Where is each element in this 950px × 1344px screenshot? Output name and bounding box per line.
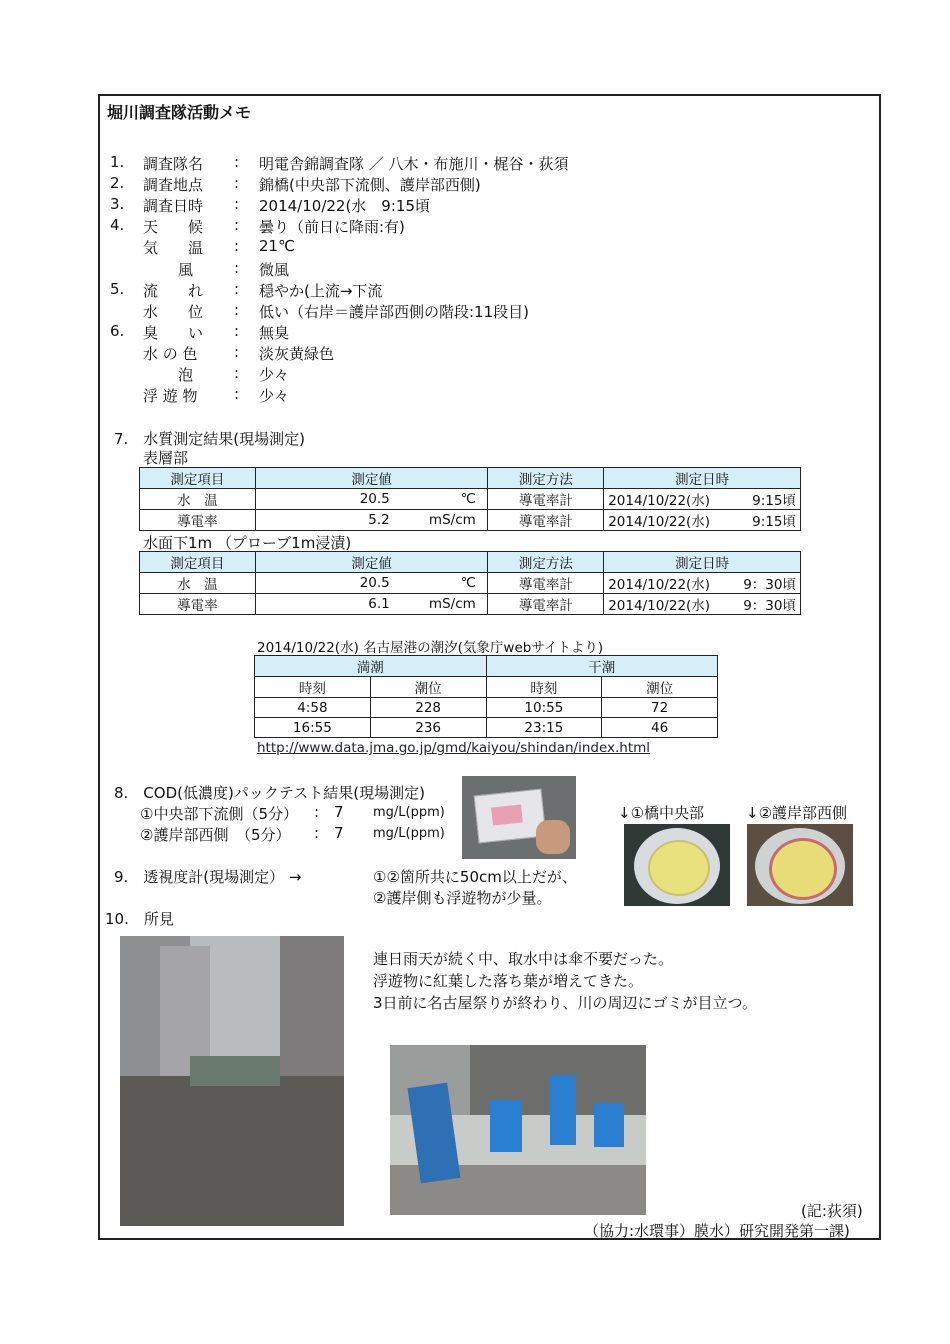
person-1 xyxy=(490,1100,522,1152)
table-header xyxy=(255,656,718,677)
table-row xyxy=(255,677,718,698)
cod-unit: mg/L(ppm) xyxy=(373,826,445,841)
sample1-disk xyxy=(648,840,710,896)
item-colon: : xyxy=(234,216,240,234)
cell-low-time: 10:55 xyxy=(486,698,602,718)
cell-low-level: 46 xyxy=(602,718,718,738)
cooperation-note: （協力:水環事）膜水）研究開発第一課) xyxy=(584,1222,850,1240)
cell-date xyxy=(604,573,801,594)
header-item: 測定項目 xyxy=(140,468,256,489)
item-label: 泡 xyxy=(178,366,194,384)
item-value: 低い（右岸＝護岸部西側の階段:11段目) xyxy=(259,303,529,321)
time-text: 9：30頃 xyxy=(743,598,796,614)
item-label: 調査隊名 xyxy=(143,155,204,173)
table-row xyxy=(255,718,718,738)
item-value: 穏やか(上流→下流 xyxy=(259,282,383,300)
item-value: 少々 xyxy=(259,366,290,384)
time-text: 9:15頃 xyxy=(752,493,796,509)
river-water xyxy=(120,1076,344,1226)
person-2 xyxy=(550,1075,576,1145)
header-high-tide: 満潮 xyxy=(255,656,487,677)
table-row xyxy=(140,510,801,531)
item-label: 気 温 xyxy=(143,239,204,257)
sample2-photo xyxy=(747,824,853,906)
item-label: 風 xyxy=(178,261,194,279)
item-colon: : xyxy=(234,237,240,255)
item-value: 微風 xyxy=(259,261,290,279)
cell-date xyxy=(604,510,801,531)
sample2-disk xyxy=(769,838,837,900)
time-text: 9：30頃 xyxy=(743,577,796,593)
item-value: 無臭 xyxy=(259,324,290,342)
header-time: 時刻 xyxy=(486,677,602,698)
item-colon: : xyxy=(234,301,240,319)
item-colon: : xyxy=(234,195,240,213)
cell-date xyxy=(604,594,801,615)
author-note: (記:荻須) xyxy=(801,1202,863,1220)
sample1-photo xyxy=(624,824,730,906)
cell-value xyxy=(255,510,488,531)
person-3 xyxy=(594,1103,624,1147)
value-unit: mS/cm xyxy=(428,512,476,528)
item-label: 調査地点 xyxy=(143,176,204,194)
table-row xyxy=(140,573,801,594)
date-text: 2014/10/22(水) xyxy=(608,598,711,614)
item-number: 6. xyxy=(110,322,125,340)
item-colon: : xyxy=(234,343,240,361)
cell-value xyxy=(255,573,488,594)
cell-method: 導電率計 xyxy=(488,594,604,615)
header-item: 測定項目 xyxy=(140,552,256,573)
cell-value xyxy=(255,594,488,615)
cell-high-time: 4:58 xyxy=(255,698,371,718)
cell-high-level: 236 xyxy=(370,718,486,738)
header-level: 潮位 xyxy=(602,677,718,698)
item-colon: : xyxy=(234,385,240,403)
item-label: 臭 い xyxy=(143,324,204,342)
item-label: 浮 遊 物 xyxy=(143,387,198,405)
clarity-note-1: ①②箇所共に50cm以上だが、 xyxy=(373,868,577,886)
value-unit: ℃ xyxy=(460,491,476,507)
cell-method: 導電率計 xyxy=(488,573,604,594)
section8-heading: 8. COD(低濃度)パックテスト結果(現場測定) xyxy=(114,784,425,802)
header-level: 潮位 xyxy=(370,677,486,698)
item-value: 曇り（前日に降雨:有) xyxy=(259,218,405,236)
item-colon: : xyxy=(234,174,240,192)
header-low-tide: 干潮 xyxy=(486,656,718,677)
cell-low-level: 72 xyxy=(602,698,718,718)
hand-shape xyxy=(536,820,570,854)
cod-unit: mg/L(ppm) xyxy=(373,805,445,820)
value-number: 6.1 xyxy=(368,596,390,612)
cell-item: 導電率 xyxy=(140,594,256,615)
sub-table xyxy=(139,551,801,615)
item-number: 5. xyxy=(110,280,125,298)
tide-table xyxy=(254,655,718,738)
cod-line1-label: ①中央部下流側（5分） xyxy=(140,805,298,823)
cell-item: 水 温 xyxy=(140,573,256,594)
section7-heading: 7. 水質測定結果(現場測定) xyxy=(114,430,306,448)
table-header xyxy=(140,552,801,573)
item-label: 流 れ xyxy=(143,282,204,300)
item-colon: : xyxy=(234,364,240,382)
header-date: 測定日時 xyxy=(604,468,801,489)
table-header xyxy=(140,468,801,489)
observation-line-2: 浮遊物に紅葉した落ち葉が増えてきた。 xyxy=(373,972,644,990)
item-label: 水 の 色 xyxy=(143,345,198,363)
date-text: 2014/10/22(水) xyxy=(608,514,711,530)
section10-heading: 10. 所見 xyxy=(105,910,174,928)
cod-colon: : xyxy=(314,824,320,842)
photo2-label: ↓②護岸部西側 xyxy=(746,804,848,822)
clarity-note-2: ②護岸側も浮遊物が少量。 xyxy=(373,889,552,907)
item-number: 4. xyxy=(110,216,125,234)
cod-line2-value: 7 xyxy=(334,824,344,842)
item-label: 調査日時 xyxy=(143,197,204,215)
cod-line1-value: 7 xyxy=(334,803,344,821)
cell-item: 水 温 xyxy=(140,489,256,510)
item-colon: : xyxy=(234,280,240,298)
cod-line2-label: ②護岸部西側 （5分） xyxy=(140,826,291,844)
river-photo xyxy=(120,936,344,1226)
cell-high-level: 228 xyxy=(370,698,486,718)
table-row xyxy=(255,698,718,718)
item-colon: : xyxy=(234,259,240,277)
item-number: 2. xyxy=(110,174,125,192)
right-building xyxy=(280,936,344,1086)
date-text: 2014/10/22(水) xyxy=(608,493,711,509)
cell-item: 導電率 xyxy=(140,510,256,531)
value-number: 20.5 xyxy=(359,575,390,591)
time-text: 9:15頃 xyxy=(752,514,796,530)
cod-colon: : xyxy=(314,803,320,821)
surface-table xyxy=(139,467,801,531)
header-value: 測定値 xyxy=(255,552,488,573)
distant-trees xyxy=(190,1056,280,1086)
value-unit: ℃ xyxy=(460,575,476,591)
packtest-swatch xyxy=(491,804,523,825)
item-number: 3. xyxy=(110,195,125,213)
date-text: 2014/10/22(水) xyxy=(608,577,711,593)
sub-label: 水面下1m （プローブ1m浸漬) xyxy=(143,534,352,552)
item-number: 1. xyxy=(110,153,125,171)
value-unit: mS/cm xyxy=(428,596,476,612)
item-value: 淡灰黄緑色 xyxy=(259,345,335,363)
header-time: 時刻 xyxy=(255,677,371,698)
page-title: 堀川調査隊活動メモ xyxy=(107,103,252,122)
item-value: 21℃ xyxy=(259,237,295,255)
cell-method: 導電率計 xyxy=(488,510,604,531)
item-colon: : xyxy=(234,153,240,171)
jma-link[interactable]: http://www.data.jma.go.jp/gmd/kaiyou/shindan/index.html xyxy=(257,740,651,756)
tide-caption: 2014/10/22(水) 名古屋港の潮汐(気象庁webサイトより) xyxy=(257,640,604,656)
cell-low-time: 23:15 xyxy=(486,718,602,738)
header-date: 測定日時 xyxy=(604,552,801,573)
table-row xyxy=(140,489,801,510)
value-number: 5.2 xyxy=(368,512,390,528)
item-value: 2014/10/22(水 9:15頃 xyxy=(259,197,430,215)
team-photo xyxy=(390,1045,646,1215)
packtest-photo xyxy=(462,776,576,859)
table-row xyxy=(140,594,801,615)
item-value: 少々 xyxy=(259,387,290,405)
cell-value xyxy=(255,489,488,510)
item-value: 明電舎錦調査隊 ／ 八木・布施川・梶谷・荻須 xyxy=(259,155,569,173)
observation-line-3: 3日前に名古屋祭りが終わり、川の周辺にゴミが目立つ。 xyxy=(373,994,757,1012)
item-colon: : xyxy=(234,322,240,340)
header-method: 測定方法 xyxy=(488,468,604,489)
photo1-label: ↓①橋中央部 xyxy=(618,804,705,822)
item-label: 天 候 xyxy=(143,218,204,236)
header-value: 測定値 xyxy=(255,468,488,489)
cell-high-time: 16:55 xyxy=(255,718,371,738)
item-value: 錦橋(中央部下流側、護岸部西側) xyxy=(259,176,481,194)
item-label: 水 位 xyxy=(143,303,204,321)
section9-heading: 9. 透視度計(現場測定） → xyxy=(114,868,302,886)
observation-line-1: 連日雨天が続く中、取水中は傘不要だった。 xyxy=(373,950,674,968)
surface-label: 表層部 xyxy=(143,449,189,467)
value-number: 20.5 xyxy=(359,491,390,507)
cell-method: 導電率計 xyxy=(488,489,604,510)
header-method: 測定方法 xyxy=(488,552,604,573)
cell-date xyxy=(604,489,801,510)
